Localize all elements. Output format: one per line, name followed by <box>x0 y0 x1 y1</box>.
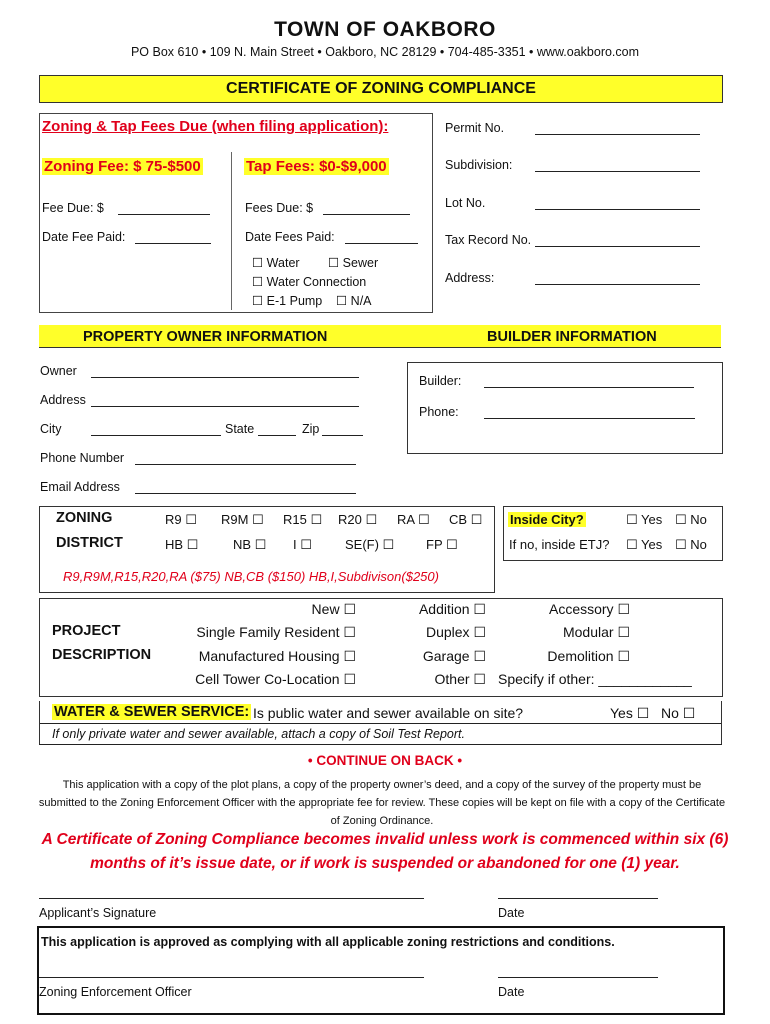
zone-r15[interactable]: R15 ☐ <box>283 512 323 527</box>
project-garage[interactable]: Garage ☐ <box>422 648 486 664</box>
certificate-title: CERTIFICATE OF ZONING COMPLIANCE <box>39 75 723 103</box>
owner-address-label: Address <box>40 393 86 407</box>
owner-address-field[interactable] <box>91 406 359 407</box>
date-fee-paid-field[interactable] <box>135 243 211 244</box>
zone-r9m[interactable]: R9M ☐ <box>221 512 264 527</box>
date-fee-paid-label: Date Fee Paid: <box>42 230 126 244</box>
project-accessory[interactable]: Accessory ☐ <box>548 601 630 617</box>
lot-no-field[interactable] <box>535 209 700 210</box>
e1-pump-checkbox[interactable]: ☐ E-1 Pump <box>252 294 323 308</box>
owner-heading: PROPERTY OWNER INFORMATION <box>83 329 328 345</box>
zoning-fee-label: Zoning Fee: $ 75-$500 <box>44 158 201 175</box>
etj-label: If no, inside ETJ? <box>509 537 610 552</box>
etj-yes[interactable]: ☐ Yes <box>626 537 663 552</box>
lot-no-label: Lot No. <box>445 196 486 210</box>
water-sewer-rule <box>39 723 722 724</box>
fees-divider <box>231 152 232 310</box>
subdivision-label: Subdivision: <box>445 158 513 172</box>
project-other[interactable]: Other ☐ <box>434 671 486 687</box>
project-cell-tower[interactable]: Cell Tower Co-Location ☐ <box>195 671 356 687</box>
inside-city-label: Inside City? <box>510 512 584 527</box>
zone-r9[interactable]: R9 ☐ <box>165 512 197 527</box>
etj-no[interactable]: ☐ No <box>675 537 707 552</box>
applicant-date-field[interactable] <box>498 898 658 899</box>
water-checkbox[interactable]: ☐ Water <box>252 256 300 270</box>
phone-number-label: Phone Number <box>40 451 125 465</box>
zoning-fees-note: R9,R9M,R15,R20,RA ($75) NB,CB ($150) HB,I,Subdivison($250) <box>63 569 439 584</box>
builder-label: Builder: <box>419 374 462 388</box>
city-label: City <box>40 422 62 436</box>
zone-nb[interactable]: NB ☐ <box>233 537 267 552</box>
applicant-date-label: Date <box>498 906 525 920</box>
zip-field[interactable] <box>322 435 363 436</box>
owner-label: Owner <box>40 364 77 378</box>
zone-hb[interactable]: HB ☐ <box>165 537 199 552</box>
applicant-signature-field[interactable] <box>39 898 424 899</box>
na-checkbox[interactable]: ☐ N/A <box>336 294 372 308</box>
officer-label: Zoning Enforcement Officer <box>39 985 192 999</box>
water-sewer-left-border <box>39 701 40 745</box>
zoning-label-1: ZONING <box>56 510 113 526</box>
fees-due-field[interactable] <box>323 214 410 215</box>
officer-date-label: Date <box>498 985 525 999</box>
phone-number-field[interactable] <box>135 464 356 465</box>
builder-field[interactable] <box>484 387 694 388</box>
water-connection-checkbox[interactable]: ☐ Water Connection <box>252 275 367 289</box>
project-label-1: PROJECT <box>52 623 121 639</box>
zone-cb[interactable]: CB ☐ <box>449 512 483 527</box>
officer-signature-field[interactable] <box>39 977 424 978</box>
sewer-checkbox[interactable]: ☐ Sewer <box>328 256 379 270</box>
project-addition[interactable]: Addition ☐ <box>418 601 486 617</box>
tax-record-field[interactable] <box>535 246 700 247</box>
permit-no-field[interactable] <box>535 134 700 135</box>
subdivision-field[interactable] <box>535 171 700 172</box>
fee-due-label: Fee Due: $ <box>42 201 104 215</box>
project-demolition[interactable]: Demolition ☐ <box>547 648 630 664</box>
owner-field[interactable] <box>91 377 359 378</box>
builder-heading: BUILDER INFORMATION <box>487 329 657 345</box>
project-label-2: DESCRIPTION <box>52 647 152 663</box>
water-sewer-question: Is public water and sewer available on site? <box>253 705 524 721</box>
project-duplex[interactable]: Duplex ☐ <box>425 624 486 640</box>
page-title: TOWN OF OAKBORO <box>274 18 496 41</box>
project-manufactured-housing[interactable]: Manufactured Housing ☐ <box>198 648 356 664</box>
permit-address-label: Address: <box>445 271 495 285</box>
project-new[interactable]: New ☐ <box>311 601 356 617</box>
inside-city-no[interactable]: ☐ No <box>675 512 707 527</box>
tap-fees-label: Tap Fees: $0-$9,000 <box>246 158 387 175</box>
tax-record-label: Tax Record No. <box>445 233 532 247</box>
zone-sef[interactable]: SE(F) ☐ <box>345 537 395 552</box>
permit-address-field[interactable] <box>535 284 700 285</box>
water-sewer-bottom-rule <box>39 744 722 745</box>
builder-phone-label: Phone: <box>419 405 459 419</box>
approval-statement: This application is approved as complying with all applicable zoning restrictions and conditions. <box>41 935 615 949</box>
fees-due-label: Fees Due: $ <box>245 201 314 215</box>
fee-due-field[interactable] <box>118 214 210 215</box>
zone-r20[interactable]: R20 ☐ <box>338 512 378 527</box>
fees-heading: Zoning & Tap Fees Due (when filing application): <box>42 118 389 135</box>
state-field[interactable] <box>258 435 296 436</box>
project-specify-other[interactable]: Specify if other: ____________ <box>498 671 692 687</box>
builder-phone-field[interactable] <box>484 418 695 419</box>
instructions-paragraph: This application with a copy of the plot plans, a copy of the property owner’s deed, and a copy of the survey of the property must be submitted to the Zoning Enforcement Officer with the appropriate fee for review. These copies will be kept on file with a copy of the Certificate of Zoning Ordinance. <box>38 779 726 827</box>
applicant-signature-label: Applicant’s Signature <box>39 906 157 920</box>
invalidity-warning: A Certificate of Zoning Compliance becomes invalid unless work is commenced within six (6) months of it’s issue date, or if work is suspended or abandoned for one (1) year. <box>41 831 729 872</box>
date-fees-paid-label: Date Fees Paid: <box>245 230 335 244</box>
email-address-field[interactable] <box>135 493 356 494</box>
zip-label: Zip <box>302 422 320 436</box>
water-sewer-no[interactable]: No ☐ <box>661 705 696 721</box>
zone-ra[interactable]: RA ☐ <box>397 512 430 527</box>
zoning-label-2: DISTRICT <box>56 535 123 551</box>
project-sfr[interactable]: Single Family Resident ☐ <box>196 624 356 640</box>
zone-fp[interactable]: FP ☐ <box>426 537 458 552</box>
soil-test-note: If only private water and sewer available, attach a copy of Soil Test Report. <box>52 727 465 741</box>
date-fees-paid-field[interactable] <box>345 243 418 244</box>
email-address-label: Email Address <box>40 480 120 494</box>
zone-i[interactable]: I ☐ <box>293 537 312 552</box>
continue-on-back: • CONTINUE ON BACK • <box>307 753 463 768</box>
officer-date-field[interactable] <box>498 977 658 978</box>
inside-city-yes[interactable]: ☐ Yes <box>626 512 663 527</box>
water-sewer-label: WATER & SEWER SERVICE: <box>54 704 250 720</box>
project-modular[interactable]: Modular ☐ <box>562 624 630 640</box>
permit-no-label: Permit No. <box>445 121 505 135</box>
city-field[interactable] <box>91 435 221 436</box>
state-label: State <box>225 422 255 436</box>
water-sewer-yes[interactable]: Yes ☐ <box>610 705 650 721</box>
town-address-line: PO Box 610 • 109 N. Main Street • Oakboro, NC 28129 • 704-485-3351 • www.oakboro.com <box>130 45 640 59</box>
water-sewer-right-border <box>721 701 722 745</box>
